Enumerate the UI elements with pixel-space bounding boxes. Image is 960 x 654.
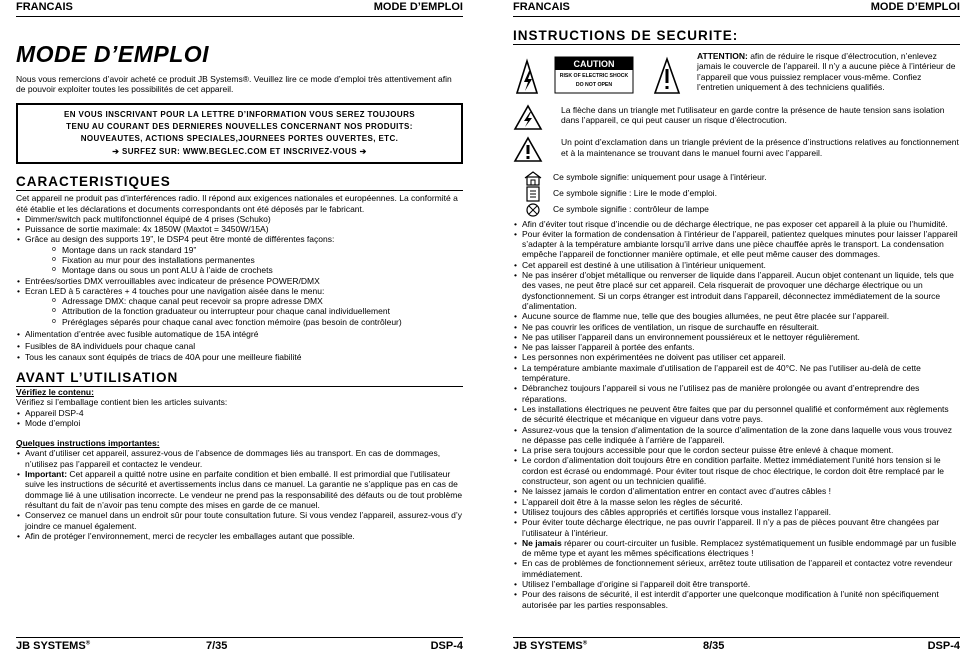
attention-label: ATTENTION:: [697, 51, 748, 61]
item-text: Le cordon d’alimentation doit toujours être en condition parfaite. Mettez immédiatement l’unité hors tension si le cordon est écrasé ou endommagé. Pour éviter tout risque de choc électrique, le cordon doit être remplacé par le constructeur, son agent ou un technicien qualifié.: [522, 455, 944, 487]
item-text: Afin d’éviter tout risque d’incendie ou de décharge électrique, ne pas exposer cet appareil à la pluie ou l’humidité.: [522, 218, 948, 229]
page-right: [505, 0, 960, 654]
item-bold: Ne jamais: [522, 537, 562, 548]
list-item: • Grâce au design des supports 19”, le DSP4 peut être monté de différentes façons:: [16, 234, 463, 244]
list-item: [16, 448, 463, 469]
item-text: Ne laissez jamais le cordon d’alimentation entrer en contact avec d’autres câbles !: [522, 486, 831, 497]
check-contents-label: Vérifiez le contenu:: [16, 386, 94, 397]
list-item: • Puissance de sortie maximale: 4x 1850W (Maxtot = 3450W/15A): [16, 224, 463, 234]
list-item: [513, 589, 960, 610]
list-item: [513, 497, 960, 507]
lamp-text: Ce symbole signifie : contrôleur de lampe: [553, 204, 709, 215]
list-subitem: o Montage dans un rack standard 19”: [16, 245, 463, 255]
list-subitem: o Montage dans ou sous un pont ALU à l’aide de crochets: [16, 265, 463, 275]
manual-book-icon: [513, 186, 553, 202]
item-text: réparer ou court-circuiter un fusible. Remplacez systématiquement un fusible endommagé par un fusible de même type et ayant les mêmes spécifications électriques !: [522, 537, 957, 559]
item-text: Cet appareil est destiné à une utilisation à l’intérieur uniquement.: [522, 259, 766, 270]
item-text: Pour des raisons de sécurité, il est interdit d’apporter une quelconque modification à l’unité non spécifiquement autorisée par les parties responsables.: [522, 589, 939, 610]
list-item: [513, 342, 960, 352]
list-item: [513, 579, 960, 589]
page-content: [513, 24, 960, 610]
footer-brand-text: JB SYSTEMS: [513, 640, 583, 652]
item-text: La prise sera toujours accessible pour que le cordon secteur puisse être enlevé à chaque moment.: [522, 445, 894, 456]
exclamation-text: Un point d’exclamation dans un triangle prévient de la présence d’instructions relatives au fonctionnement et à la maintenance se trouvant dans le manuel fourni avec l’appareil.: [561, 137, 959, 158]
list-item: [513, 363, 960, 384]
features-list: [16, 214, 463, 362]
indoor-text: Ce symbole signifie: uniquement pour usage à l’intérieur.: [553, 172, 767, 183]
item-text: Utilisez toujours des câbles appropriés et certifiés lorsque vous installez l’appareil.: [522, 506, 831, 517]
attention-text: afin de réduire le risque d’électrocution, n’enlevez jamais le couvercle de l’appareil. Il n’y a aucune pièce à l’intérieur de l’appareil que vous puissiez remplacer vous-même. Confiez l’entretien uniquement à des techniciens qualifiés.: [697, 51, 956, 92]
list-item: • Ecran LED à 5 caractères + 4 touches pour une navigation aisée dans le menu:: [16, 286, 463, 296]
list-item: • Entrées/sorties DMX verrouillables avec indicateur de présence POWER/DMX: [16, 276, 463, 286]
list-item: [513, 507, 960, 517]
list-item: [513, 332, 960, 342]
item-text: Ne pas laisser l’appareil à portée des enfants.: [522, 342, 695, 353]
list-subitem: o Fixation au mur pour des installations permanentes: [16, 255, 463, 265]
list-item: [513, 425, 960, 446]
list-item: [513, 270, 960, 311]
page-title: MODE D’EMPLOI: [16, 41, 210, 67]
lightning-text: La flèche dans un triangle met l'utilisateur en garde contre la présence de haute tension sans isolation dans l’appareil, ce qui peut causer un risque d’électrocution.: [561, 105, 945, 126]
safety-list: [513, 219, 960, 610]
list-subitem: o Attribution de la fonction graduateur ou interrupteur pour chaque canal individuellement: [16, 306, 463, 316]
important-label: Quelques instructions importantes:: [16, 438, 160, 449]
list-item: [513, 517, 960, 538]
newsletter-line: EN VOUS INSCRIVANT POUR LA LETTRE D’INFORMATION VOUS SEREZ TOUJOURS: [64, 109, 415, 119]
list-item: • Tous les canaux sont équipés de triacs de 40A pour une meilleure fiabilité: [16, 352, 463, 362]
check-contents-text: Vérifiez si l’emballage contient bien les articles suivants:: [16, 397, 228, 408]
item-bold: Important:: [25, 469, 68, 480]
item-text: Ne pas utiliser l’appareil dans un environnement poussiéreux et le nettoyer régulièrement.: [522, 331, 860, 342]
header-language: FRANCAIS: [16, 1, 73, 13]
list-item: [16, 531, 463, 541]
list-subitem: o Adressage DMX: chaque canal peut recevoir sa propre adresse DMX: [16, 296, 463, 306]
list-item: [16, 510, 463, 531]
item-text: Afin de protéger l’environnement, merci de recycler les emballages autant que possible.: [25, 530, 355, 541]
list-item: [513, 311, 960, 321]
list-item: • Dimmer/switch pack multifonctionnel équipé de 4 prises (Schuko): [16, 214, 463, 224]
indoor-symbol-row: [513, 170, 960, 186]
footer-reg-mark: ®: [582, 640, 588, 647]
list-item: [513, 558, 960, 579]
list-item: [513, 404, 960, 425]
footer-brand: [16, 640, 90, 652]
list-item: [513, 352, 960, 362]
footer-brand: [513, 640, 587, 652]
list-item: [513, 383, 960, 404]
list-item: [16, 469, 463, 510]
list-item: [513, 219, 960, 229]
footer-page-number: 8/35: [703, 640, 725, 652]
page-content: [16, 24, 463, 541]
item-text: Pour éviter la formation de condensation à l’intérieur de l’appareil, patientez quelques minutes pour laisser l’appareil s’adapter à la température ambiante lorsqu’il arrive dans une pièce chauffée après le transport. La condensation empêche l’appareil de fonctionner manière optimale, et elle peut même causer des dommages.: [522, 228, 958, 260]
item-text: Les personnes non expérimentées ne doivent pas utiliser cet appareil.: [522, 352, 786, 363]
list-item: • Fusibles de 8A individuels pour chaque canal: [16, 341, 463, 351]
page-left: [8, 0, 463, 654]
newsletter-link-line[interactable]: ➔ SURFEZ SUR: WWW.BEGLEC.COM ET INSCRIVEZ-VOUS ➔: [112, 146, 367, 156]
list-item: [513, 260, 960, 270]
read-manual-text: Ce symbole signifie : Lire le mode d’emploi.: [553, 188, 717, 199]
header-doc-title: MODE D’EMPLOI: [373, 1, 463, 13]
page-header: [16, 0, 463, 17]
header-doc-title: MODE D’EMPLOI: [870, 1, 960, 13]
footer-page-number: 7/35: [206, 640, 228, 652]
section-heading-before-use: AVANT L’UTILISATION: [16, 370, 463, 387]
list-item: [513, 486, 960, 496]
footer-model: DSP-4: [927, 640, 960, 652]
newsletter-line: TENU AU COURANT DES DERNIERES NOUVELLES CONCERNANT NOS PRODUITS:: [66, 122, 413, 131]
list-item: [513, 445, 960, 455]
item-text: Les installations électriques ne peuvent être faites que par du personnel qualifié et conformément aux règlements de sécurité électrique et mécanique en vigueur dans votre pays.: [522, 403, 949, 425]
exclamation-triangle-icon: [513, 137, 561, 165]
list-item: [513, 538, 960, 559]
item-text: Ne pas couvrir les orifices de ventilation, un risque de surchauffe en résulterait.: [522, 321, 820, 332]
footer-brand-text: JB SYSTEMS: [16, 640, 86, 652]
item-text: Débranchez toujours l’appareil si vous ne l’utilisez pas de manière prolongée ou avant d’entreprendre des réparations.: [522, 383, 920, 404]
page-header: [513, 0, 960, 17]
caution-line: DO NOT OPEN: [575, 82, 613, 88]
caution-title: CAUTION: [573, 59, 615, 69]
attention-paragraph: [681, 51, 960, 92]
section-heading-features: CARACTERISTIQUES: [16, 174, 463, 191]
page-footer: [513, 637, 960, 653]
house-icon: [513, 170, 553, 186]
footer-model: DSP-4: [430, 640, 463, 652]
lightning-block: [513, 105, 960, 133]
list-item: [513, 229, 960, 260]
item-text: Utilisez l’emballage d’origine si l’appareil doit être transporté.: [522, 578, 751, 589]
item-text: Pour éviter toute décharge électrique, ne pas ouvrir l’appareil. Il n’y a pas de pièces pouvant être changées par l’utilisateur à l’intérieur.: [522, 517, 940, 538]
list-item: [513, 455, 960, 486]
section-heading-safety: INSTRUCTIONS DE SECURITE:: [513, 28, 960, 45]
newsletter-line: NOUVEAUTES, ACTIONS SPECIALES,JOURNEES PORTES OUVERTES, ETC.: [80, 134, 399, 144]
item-text: L’appareil doit être à la masse selon les règles de sécurité.: [522, 496, 743, 507]
read-manual-symbol-row: [513, 186, 960, 202]
intro-paragraph: Nous vous remercions d’avoir acheté ce produit JB Systems®. Veuillez lire ce mode d’emploi très attentivement afin de pouvoir exploiter toutes les possibilités de cet appareil.: [16, 74, 452, 95]
item-text: Cet appareil a quitté notre usine en parfaite condition et bien emballé. Il est primordial que l’utilisateur suive les instructions de sécurité et avertissements inclus dans ce manuel. La garantie ne s’applique pas en cas de dommage lié à une utilisation incorrecte. Le vendeur ne prend pas la responsabilité des défauts ou de tout problème résultant du fait de n’avoir pas tenu compte des mises en garde de ce manuel.: [25, 469, 463, 510]
footer-reg-mark: ®: [85, 640, 91, 647]
newsletter-box: [16, 103, 463, 165]
item-text: Ne pas insérer d’objet métallique ou renverser de liquide dans l’appareil. Aucun objet contenant un liquide, tels que des vases, ne peut être placé sur cet appareil. Cela risquerait de provoquer une décharge électrique ou un dysfonctionnement. Si un corps étranger est introduit dans l’appareil, déconnectez immédiatement de la source d’alimentation.: [522, 270, 954, 311]
item-text: Aucune source de flamme nue, telle que des bougies allumées, ne peut être placée sur l’appareil.: [522, 311, 890, 322]
features-intro: Cet appareil ne produit pas d’interférences radio. Il répond aux exigences nationales et européennes. La conformité a été établie et les déclarations et documents correspondants ont été déposés par le fabricant.: [16, 193, 458, 214]
caution-block: [513, 51, 960, 101]
lamp-symbol-row: [513, 202, 960, 218]
list-item: • Mode d’emploi: [16, 418, 463, 428]
exclamation-block: [513, 137, 960, 165]
caution-label-graphic: [513, 51, 681, 101]
caution-line: RISK OF ELECTRIC SHOCK: [559, 73, 629, 79]
item-text: En cas de problèmes de fonctionnement sérieux, arrêtez toute utilisation de l’appareil et contactez votre revendeur immédiatement.: [522, 558, 953, 579]
header-language: FRANCAIS: [513, 1, 570, 13]
page-footer: [16, 637, 463, 653]
item-text: La température ambiante maximale d’utilisation de l’appareil est de 40°C. Ne pas l’utiliser au-delà de cette température.: [522, 362, 921, 384]
item-text: Assurez-vous que la tension d’alimentation de la source d’alimentation de la zone dans laquelle vous vous trouvez ne dépasse pas celle indiquée à l’arrière de l’appareil.: [522, 424, 952, 445]
lamp-icon: [513, 202, 553, 218]
item-text: Conservez ce manuel dans un endroit sûr pour toute consultation future. Si vous vendez l’appareil, assurez-vous d’y joindre ce manuel également.: [25, 510, 463, 531]
list-item: • Appareil DSP-4: [16, 408, 463, 418]
contents-list: [16, 408, 463, 429]
lightning-triangle-icon: [513, 105, 561, 133]
list-item: [513, 322, 960, 332]
item-text: Avant d’utiliser cet appareil, assurez-vous de l’absence de dommages liés au transport. En cas de dommages, n’utilisez pas l’appareil et contactez le vendeur.: [25, 448, 441, 469]
list-item: • Alimentation d’entrée avec fusible automatique de 15A intégré: [16, 329, 463, 339]
list-subitem: o Préréglages séparés pour chaque canal avec fonction mémoire (pas besoin de contrôleur): [16, 317, 463, 327]
important-list: [16, 448, 463, 541]
